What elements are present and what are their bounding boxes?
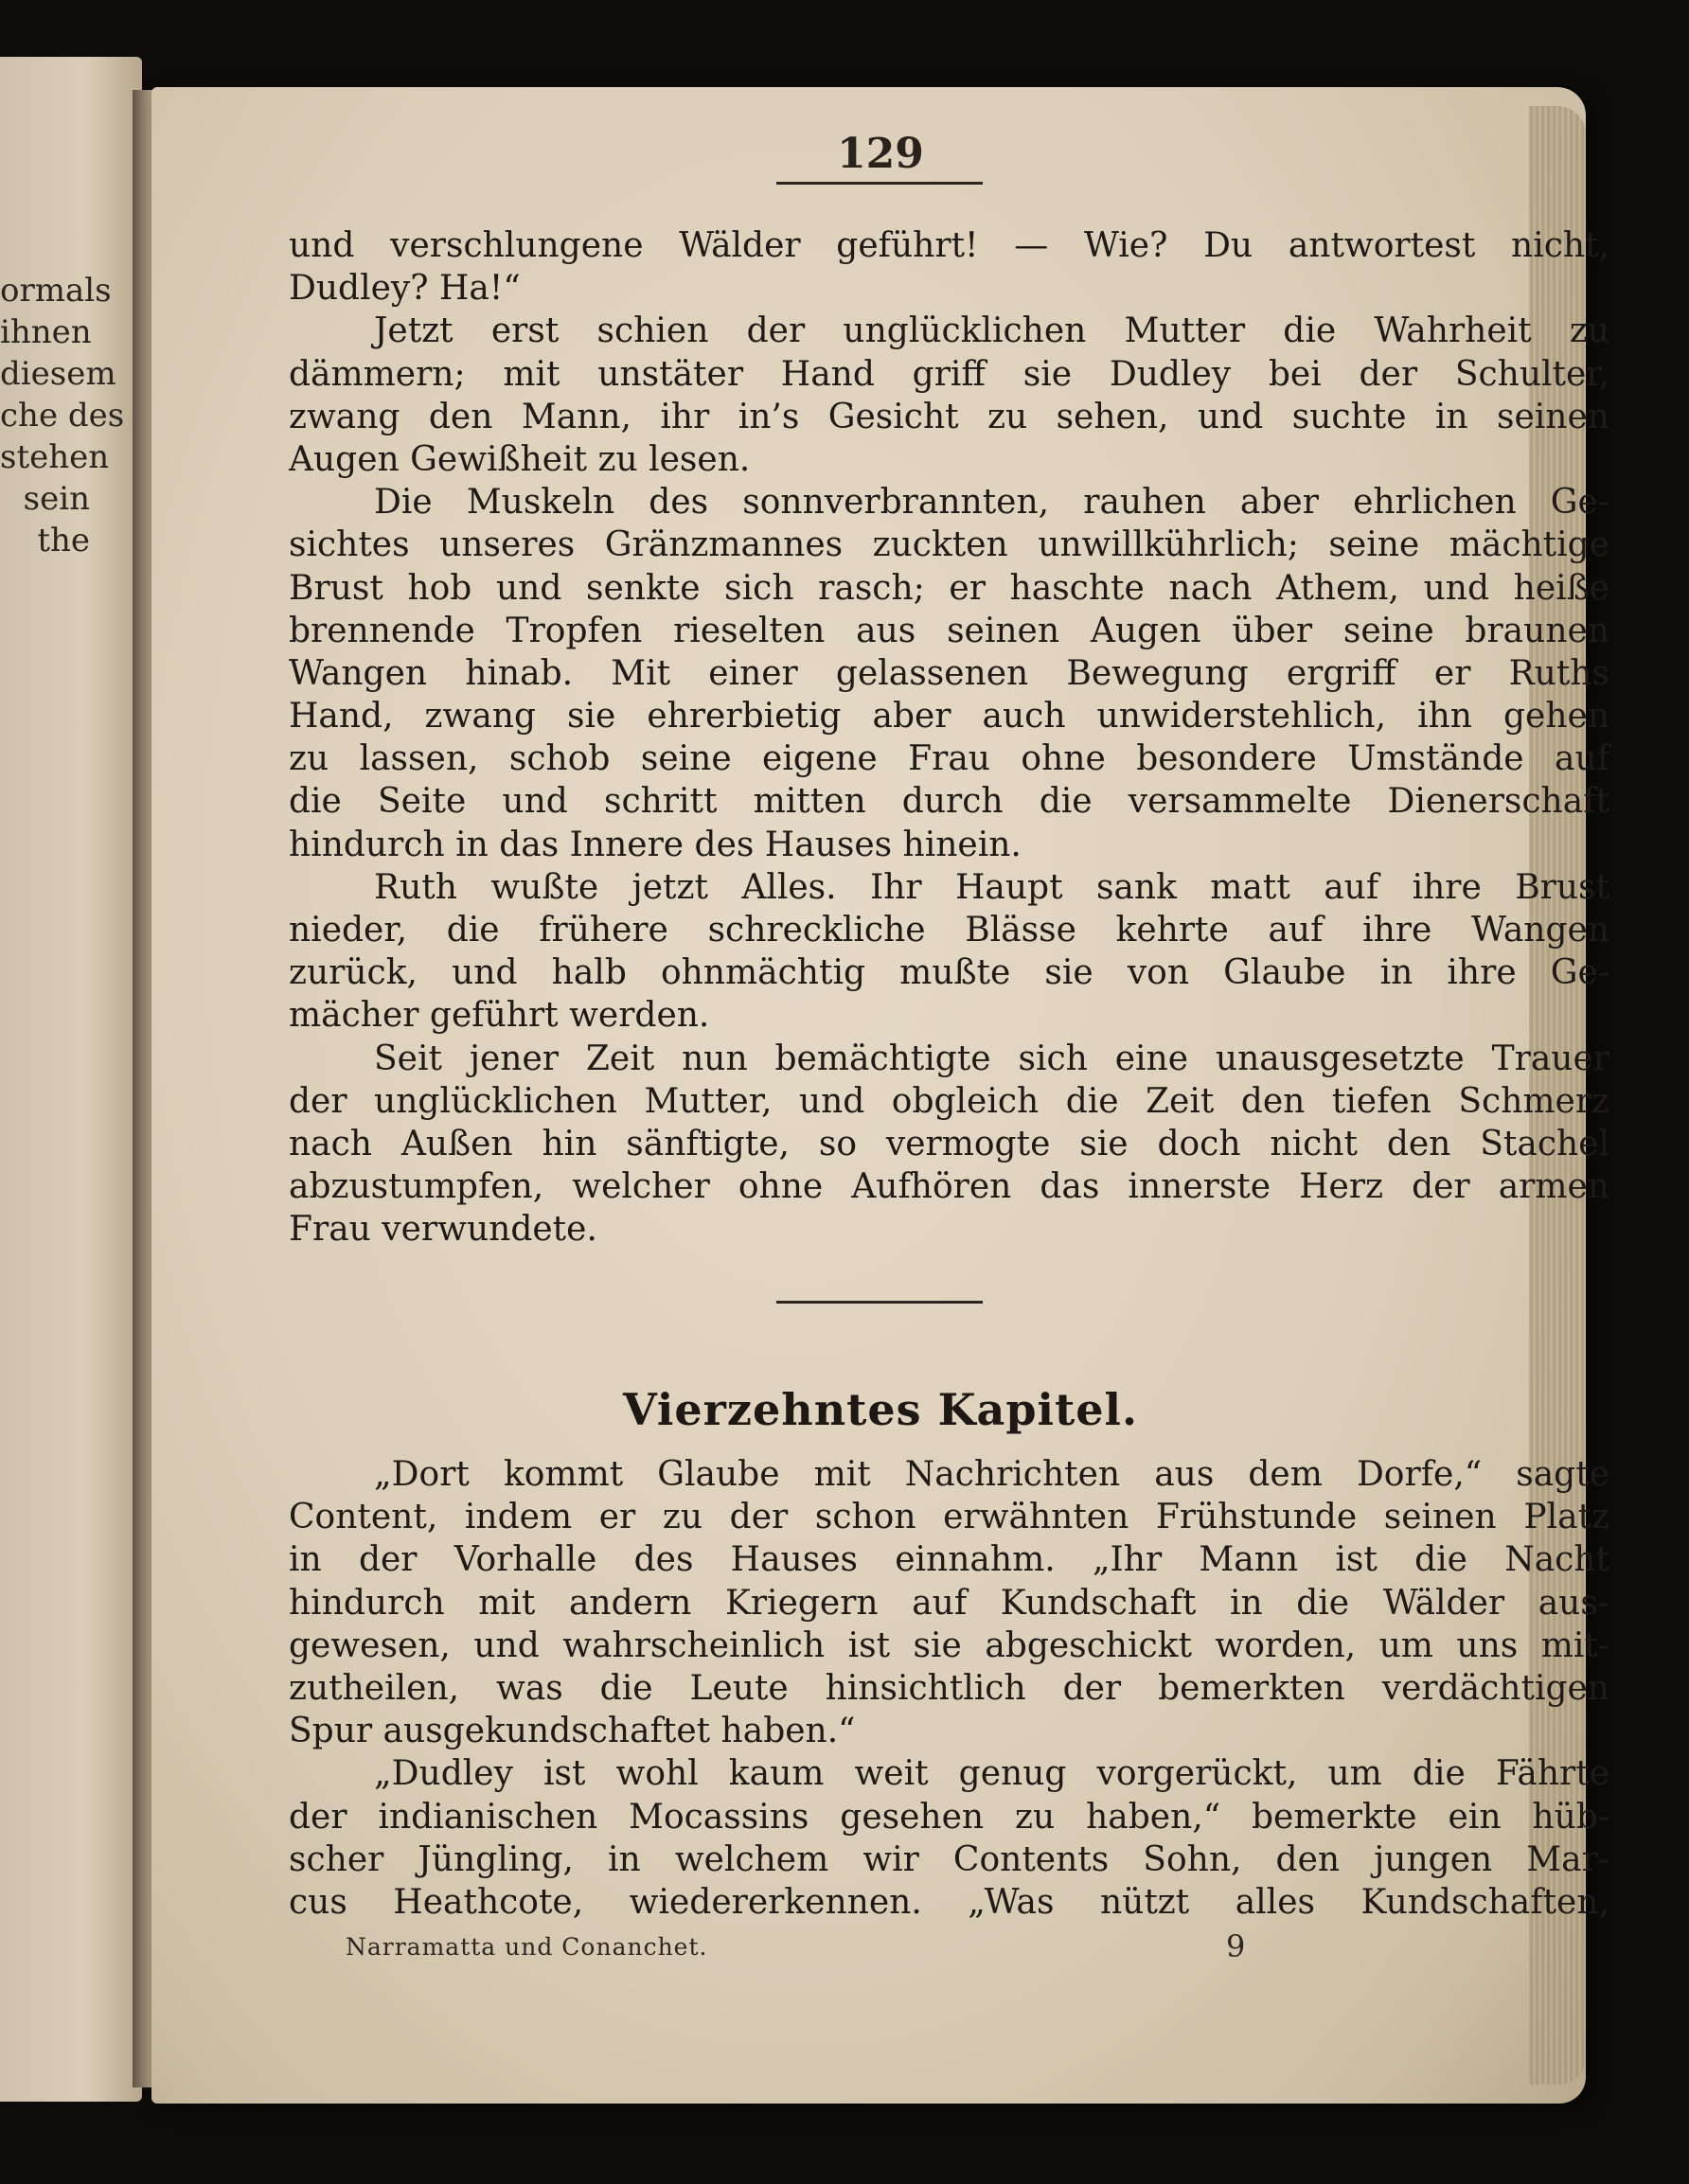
facing-line: stehen (0, 438, 110, 476)
text-line: „Dort kommt Glaube mit Nachrichten aus dem Dorfe,“ sagte (374, 1455, 1609, 1494)
facing-line: ihnen (0, 313, 92, 351)
text-line: sichtes unseres Gränzmannes zuckten unwillkührlich; seine mächtige (289, 525, 1609, 565)
text-line: dämmern; mit unstäter Hand griff sie Dudley bei der Schulter, (289, 354, 1609, 394)
text-line: Hand, zwang sie ehrerbietig aber auch unwiderstehlich, ihn gehen (289, 697, 1609, 737)
facing-line: ormals (0, 272, 112, 310)
facing-line: sein (23, 480, 90, 518)
text-line: hindurch mit andern Kriegern auf Kundschaft in die Wälder aus- (289, 1583, 1609, 1623)
text-line: mächer geführt werden. (289, 996, 710, 1036)
text-line: Frau verwundete. (289, 1210, 597, 1250)
footer-title: Narramatta und Conanchet. (346, 1933, 708, 1961)
text-line: scher Jüngling, in welchem wir Contents Sohn, den jungen Mar- (289, 1839, 1609, 1879)
text-line: Seit jener Zeit nun bemächtigte sich eine unausgesetzte Trauer (374, 1039, 1609, 1078)
text-line: Brust hob und senkte sich rasch; er haschte nach Athem, und heiße (289, 568, 1609, 608)
text-line: in der Vorhalle des Hauses einnahm. „Ihr Mann ist die Nacht (289, 1540, 1609, 1580)
text-line: nach Außen hin sänftigte, so vermogte sie doch nicht den Stachel (289, 1124, 1609, 1163)
text-line: Jetzt erst schien der unglücklichen Mutter die Wahrheit zu (374, 311, 1609, 351)
text-line: der unglücklichen Mutter, und obgleich die Zeit den tiefen Schmerz (289, 1081, 1609, 1121)
text-line: nieder, die frühere schreckliche Blässe kehrte auf ihre Wangen (289, 911, 1609, 950)
section-divider (776, 1301, 983, 1304)
facing-line: diesem (0, 355, 116, 393)
text-line: zurück, und halb ohnmächtig mußte sie von Glaube in ihre Ge- (289, 953, 1609, 993)
text-line: „Dudley ist wohl kaum weit genug vorgerückt, um die Fährte (374, 1754, 1609, 1794)
text-line: Ruth wußte jetzt Alles. Ihr Haupt sank matt auf ihre Brust (374, 867, 1609, 907)
text-line: Die Muskeln des sonnverbrannten, rauhen aber ehrlichen Ge- (374, 483, 1609, 523)
page-number: 129 (837, 130, 924, 178)
text-line: cus Heathcote, wiedererkennen. „Was nützt alles Kundschaften, (289, 1882, 1609, 1922)
text-line: abzustumpfen, welcher ohne Aufhören das innerste Herz der armen (289, 1167, 1609, 1207)
text-line: Content, indem er zu der schon erwähnten Frühstunde seinen Platz (289, 1498, 1609, 1537)
facing-page-text (0, 270, 125, 561)
text-line: Dudley? Ha!“ (289, 269, 521, 309)
body-text-block-1 (289, 224, 1609, 1252)
text-line: der indianischen Mocassins gesehen zu haben,“ bemerkte ein hüb- (289, 1797, 1609, 1837)
signature-mark: 9 (1226, 1928, 1246, 1964)
facing-page (0, 57, 142, 2102)
text-line: gewesen, und wahrscheinlich ist sie abgeschickt worden, um uns mit- (289, 1625, 1609, 1665)
body-text-block-2 (289, 1453, 1609, 1924)
text-line: Augen Gewißheit zu lesen. (289, 439, 751, 479)
text-line: Spur ausgekundschaftet haben.“ (289, 1712, 856, 1751)
text-line: und verschlungene Wälder geführt! — Wie? Du antwortest nicht, (289, 226, 1609, 265)
text-line: hindurch in das Innere des Hauses hinein. (289, 825, 1022, 864)
text-line: zutheilen, was die Leute hinsichtlich der bemerkten verdächtigen (289, 1668, 1609, 1708)
facing-line: the (37, 522, 90, 559)
text-line: zwang den Mann, ihr in’s Gesicht zu sehen, und suchte in seinen (289, 397, 1609, 436)
chapter-heading: Vierzehntes Kapitel. (623, 1384, 1138, 1435)
text-line: die Seite und schritt mitten durch die versammelte Dienerschaft (289, 782, 1609, 822)
book-page (151, 87, 1609, 2104)
text-line: zu lassen, schob seine eigene Frau ohne besondere Umstände auf (289, 739, 1609, 779)
text-line: Wangen hinab. Mit einer gelassenen Bewegung ergriff er Ruths (289, 653, 1609, 693)
facing-line: che des (0, 397, 125, 435)
text-line: brennende Tropfen rieselten aus seinen Augen über seine braunen (289, 611, 1609, 650)
header-rule (776, 182, 983, 185)
